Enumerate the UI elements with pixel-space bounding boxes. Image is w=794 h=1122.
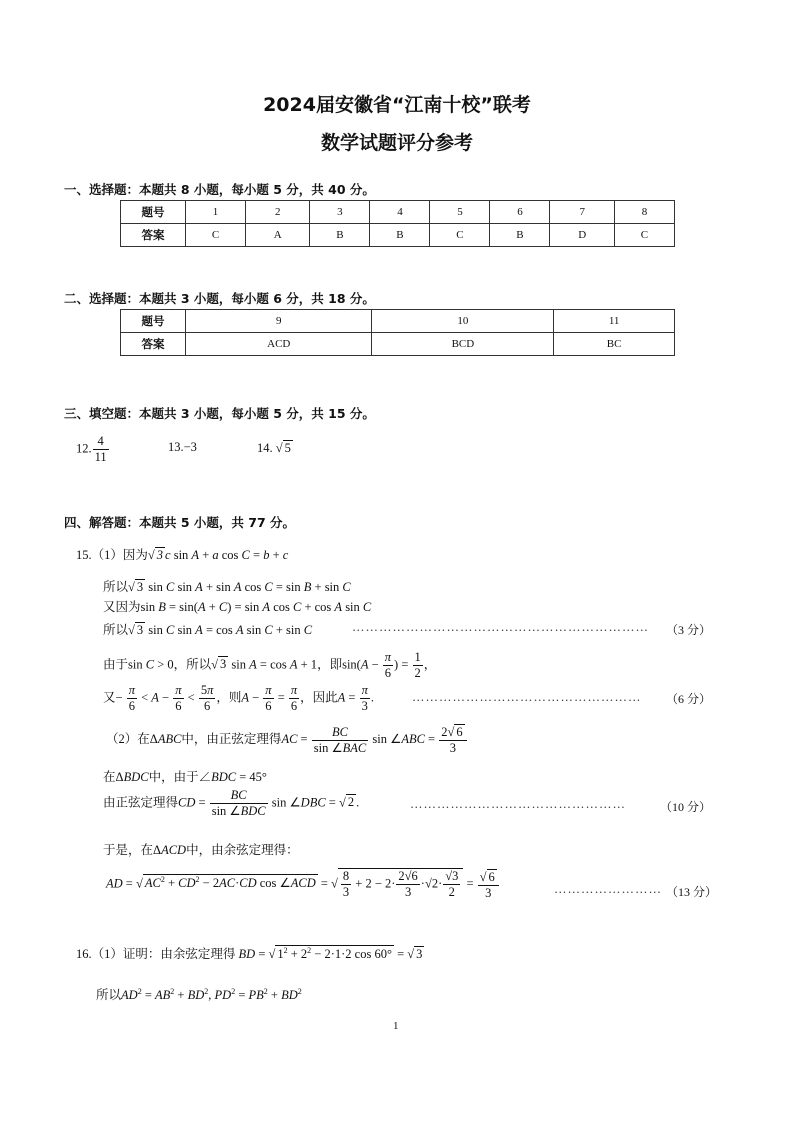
question-number: 6 (490, 201, 550, 224)
score-3: （3 分） (666, 623, 712, 637)
document-title: 2024届安徽省“江南十校”联考 (263, 94, 531, 116)
p15-line2: 所以√ 3 sin C sin A + sin A cos C = sin B + sin C (103, 580, 351, 594)
question-number: 9 (186, 310, 372, 333)
dot-leader: …………………… (554, 882, 662, 896)
table-row (121, 310, 675, 333)
line-text: 中，由正弦定理得 (181, 731, 282, 746)
q12-label: 12. (76, 441, 92, 456)
answer-cell: B (370, 224, 430, 247)
p16-line1: 16.（1）证明：由余弦定理得 BD = √ $1^2 + 2^2 - 2\cdot 1\cdot 2$ cos 60° = √ 3 (76, 945, 423, 961)
answer-cell: C (614, 224, 674, 247)
answer-cell: B (310, 224, 370, 247)
page-number: 1 (393, 1020, 399, 1032)
question-number: 4 (370, 201, 430, 224)
q14-value: 5 (284, 441, 291, 455)
part-label: （2）在 (106, 731, 150, 746)
answer-13 (168, 440, 197, 455)
p15-line5: 由于sin C > 0，所以√ 3 sin A = cos A + 1，即sin(A − $\frac{\pi}{6}$ ) = $\frac{1}{2}$ ， (103, 650, 437, 680)
dot-leader: ………………………………………………………… (352, 620, 649, 634)
section1-answer-table (120, 200, 675, 247)
p15-part2-line1: （2）在ΔABC中，由正弦定理得AC = $\frac{BC}{\text{sin ∠BAC}}$ sin ∠ABC = $\frac{2√ 6}{3}$ (106, 724, 468, 756)
q12-numerator: 4 (93, 434, 109, 450)
p15-line11: AD = √ $AC^2 + CD^2 - 2AC\cdot CD$ cos ∠ACD = √ $\frac{8}{3}$ + 2 − 2· $\frac{2√6}{3}$ ·√2· $\frac{√3}{2}$ = $\frac{√ 6}{3}$ (106, 868, 500, 901)
line-prefix: 又 (103, 690, 116, 705)
q13-value: −3 (183, 440, 197, 454)
answer-cell: BCD (372, 333, 554, 356)
section2-heading: 二、选择题：本题共 3 小题，每小题 6 分，共 18 分。 (64, 291, 375, 306)
answer-cell: C (186, 224, 246, 247)
line-text: 中，由于 (148, 770, 199, 784)
line-prefix: 又因为 (103, 600, 141, 614)
line-text: 于是，在 (103, 843, 154, 857)
row-label: 题号 (121, 201, 186, 224)
section1-heading: 一、选择题：本题共 8 小题，每小题 5 分，共 40 分。 (64, 182, 375, 197)
q14-label: 14. (257, 441, 273, 455)
question-number: 2 (246, 201, 310, 224)
question-number: 11 (554, 310, 675, 333)
row-label: 答案 (121, 224, 186, 247)
score-10: （10 分） (660, 800, 712, 814)
line-prefix: 在 (103, 770, 116, 784)
answer-12 (76, 434, 110, 465)
question-number: 8 (614, 201, 674, 224)
q13-label: 13. (168, 440, 184, 454)
score-6: （6 分） (666, 692, 712, 706)
p15-line4: 所以√ 3 sin C sin A = cos A sin C + sin C (103, 623, 313, 637)
answer-cell: C (430, 224, 490, 247)
question-number: 3 (310, 201, 370, 224)
p15-line3: 又因为sin B = sin(A + C) = sin A cos C + cos A sin C (103, 600, 372, 614)
answer-cell: BC (554, 333, 675, 356)
p15-line10: 于是，在ΔACD中，由余弦定理得： (103, 843, 299, 857)
line-prefix: 由正弦定理得 (103, 795, 179, 810)
line-prefix: 由于 (103, 657, 129, 672)
score-13: （13 分） (666, 885, 718, 899)
p15-line9: 由正弦定理得CD = $\frac{BC}{\text{sin ∠BDC}}$ sin ∠DBC = √ 2 . (103, 788, 360, 818)
row-label: 题号 (121, 310, 186, 333)
p16-line2: 所以$AD^2 = AB^2 + BD^2$, $PD^2 = PB^2 + BD^2$ (96, 986, 302, 1002)
section2-answer-table (120, 309, 675, 356)
line-text: 中，由余弦定理得： (186, 843, 299, 857)
table-row (121, 201, 675, 224)
p15-label: 15.（1）因为 (76, 548, 148, 562)
section3-heading: 三、填空题：本题共 3 小题，每小题 5 分，共 15 分。 (64, 406, 375, 421)
table-row (121, 333, 675, 356)
line-prefix: 所以 (103, 580, 129, 594)
p16-label: 16.（1）证明：由余弦定理得 (76, 947, 236, 961)
answer-cell: ACD (186, 333, 372, 356)
question-number: 5 (430, 201, 490, 224)
row-label: 答案 (121, 333, 186, 356)
dot-leader: …………………………………………… (412, 690, 642, 704)
line-text: ，则 (216, 690, 242, 705)
answer-cell: D (550, 224, 614, 247)
line-text: ，所以 (173, 657, 212, 672)
table-row (121, 224, 675, 247)
p15-line6: 又− $\frac{\pi}{6}$ < A − $\frac{\pi}{6}$ < $\frac{5\pi}{6}$ ，则A − $\frac{\pi}{6}$ = $\frac{\pi}{6}$ ，因此A = $\frac{\pi}{3}$ . (103, 683, 374, 713)
answer-cell: A (246, 224, 310, 247)
dot-leader: ………………………………………… (410, 797, 626, 811)
question-number: 10 (372, 310, 554, 333)
p15-line8: 在ΔBDC中，由于∠BDC = 45° (103, 770, 267, 784)
p15-line1: 15.（1）因为√ 3 c sin A + a cos C = b + c (76, 548, 289, 562)
document-subtitle: 数学试题评分参考 (320, 132, 473, 154)
answer-14: 14. √ 5 (257, 441, 291, 455)
line-text: ，因此 (300, 690, 338, 705)
question-number: 7 (550, 201, 614, 224)
section4-heading: 四、解答题：本题共 5 小题，共 77 分。 (64, 515, 296, 530)
line-text: ，即 (317, 657, 343, 672)
question-number: 1 (186, 201, 246, 224)
q12-denominator: 11 (94, 450, 107, 464)
answer-cell: B (490, 224, 550, 247)
line-prefix: 所以 (96, 988, 122, 1002)
line-prefix: 所以 (103, 623, 129, 637)
